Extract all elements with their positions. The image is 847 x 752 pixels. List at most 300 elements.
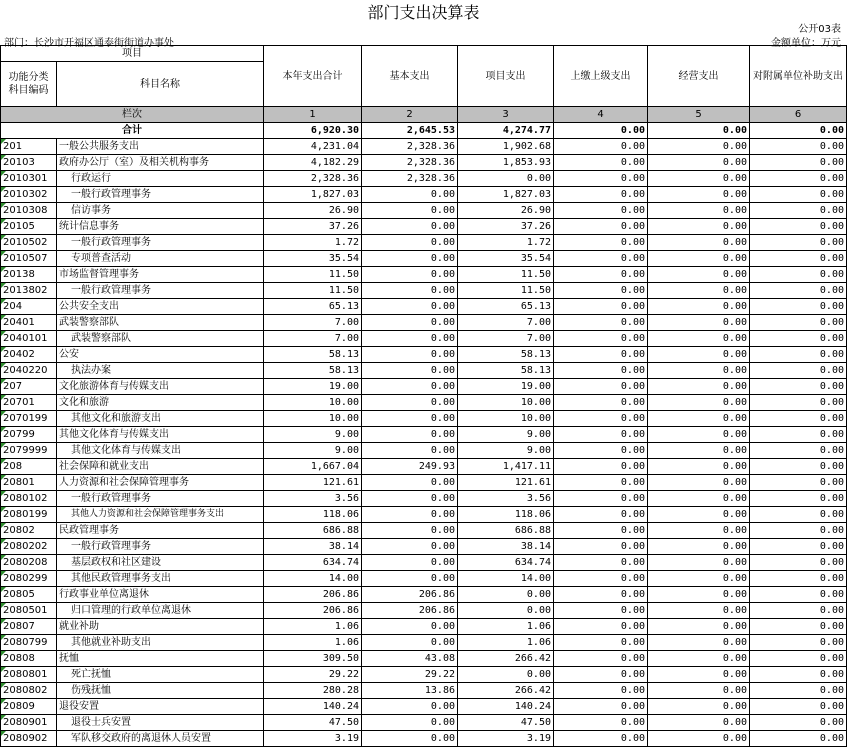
amount-cell[interactable]: 0.00 bbox=[648, 539, 750, 555]
amount-cell[interactable]: 0.00 bbox=[648, 635, 750, 651]
amount-cell[interactable]: 11.50 bbox=[264, 283, 362, 299]
amount-cell[interactable]: 9.00 bbox=[458, 427, 554, 443]
function-code-cell[interactable] bbox=[1, 715, 57, 731]
total-label[interactable]: 合计 bbox=[1, 123, 264, 139]
amount-cell[interactable]: 0.00 bbox=[750, 507, 847, 523]
function-code-cell[interactable] bbox=[1, 219, 57, 235]
function-code-cell[interactable] bbox=[1, 171, 57, 187]
amount-cell[interactable]: 3.56 bbox=[264, 491, 362, 507]
function-code-cell[interactable] bbox=[1, 587, 57, 603]
function-code-cell[interactable] bbox=[1, 699, 57, 715]
amount-cell[interactable]: 3.19 bbox=[264, 731, 362, 747]
amount-cell[interactable]: 0.00 bbox=[362, 555, 458, 571]
subject-name-cell[interactable]: 公共安全支出 bbox=[57, 299, 264, 315]
amount-cell[interactable]: 0.00 bbox=[750, 635, 847, 651]
amount-cell[interactable]: 0.00 bbox=[554, 315, 648, 331]
amount-cell[interactable]: 0.00 bbox=[554, 619, 648, 635]
amount-cell[interactable]: 19.00 bbox=[264, 379, 362, 395]
amount-cell[interactable]: 0.00 bbox=[648, 219, 750, 235]
amount-cell[interactable]: 0.00 bbox=[750, 587, 847, 603]
amount-cell[interactable]: 0.00 bbox=[648, 379, 750, 395]
amount-cell[interactable]: 10.00 bbox=[264, 395, 362, 411]
amount-cell[interactable]: 0.00 bbox=[648, 283, 750, 299]
subject-name-cell[interactable]: 一般行政管理事务 bbox=[57, 539, 264, 555]
amount-cell[interactable]: 0.00 bbox=[648, 683, 750, 699]
amount-cell[interactable]: 0.00 bbox=[362, 251, 458, 267]
total-value-1[interactable]: 6,920.30 bbox=[264, 123, 362, 139]
amount-cell[interactable]: 0.00 bbox=[750, 411, 847, 427]
amount-cell[interactable]: 0.00 bbox=[750, 155, 847, 171]
amount-cell[interactable]: 0.00 bbox=[554, 219, 648, 235]
amount-cell[interactable]: 0.00 bbox=[554, 523, 648, 539]
amount-cell[interactable]: 0.00 bbox=[554, 443, 648, 459]
amount-cell[interactable]: 0.00 bbox=[750, 347, 847, 363]
amount-cell[interactable]: 266.42 bbox=[458, 683, 554, 699]
amount-cell[interactable]: 1,667.04 bbox=[264, 459, 362, 475]
amount-cell[interactable]: 0.00 bbox=[362, 267, 458, 283]
amount-cell[interactable]: 0.00 bbox=[554, 363, 648, 379]
amount-cell[interactable]: 2,328.36 bbox=[362, 171, 458, 187]
subject-name-cell[interactable]: 公安 bbox=[57, 347, 264, 363]
amount-cell[interactable]: 0.00 bbox=[750, 571, 847, 587]
subject-name-cell[interactable]: 其他文化体育与传媒支出 bbox=[57, 427, 264, 443]
col-num-4[interactable]: 4 bbox=[554, 107, 648, 123]
amount-cell[interactable]: 0.00 bbox=[750, 251, 847, 267]
amount-cell[interactable]: 38.14 bbox=[458, 539, 554, 555]
amount-cell[interactable]: 0.00 bbox=[648, 267, 750, 283]
amount-cell[interactable]: 0.00 bbox=[362, 523, 458, 539]
amount-cell[interactable]: 0.00 bbox=[554, 235, 648, 251]
amount-cell[interactable]: 65.13 bbox=[458, 299, 554, 315]
subject-name-cell[interactable]: 退役安置 bbox=[57, 699, 264, 715]
amount-cell[interactable]: 0.00 bbox=[750, 363, 847, 379]
amount-cell[interactable]: 118.06 bbox=[458, 507, 554, 523]
subject-name-cell[interactable]: 社会保障和就业支出 bbox=[57, 459, 264, 475]
function-code-cell[interactable] bbox=[1, 363, 57, 379]
amount-cell[interactable]: 37.26 bbox=[264, 219, 362, 235]
subject-name-cell[interactable]: 武装警察部队 bbox=[57, 331, 264, 347]
amount-cell[interactable]: 0.00 bbox=[648, 587, 750, 603]
subject-name-cell[interactable]: 文化旅游体育与传媒支出 bbox=[57, 379, 264, 395]
amount-cell[interactable]: 14.00 bbox=[264, 571, 362, 587]
amount-cell[interactable]: 0.00 bbox=[750, 219, 847, 235]
amount-cell[interactable]: 0.00 bbox=[362, 443, 458, 459]
amount-cell[interactable]: 7.00 bbox=[264, 331, 362, 347]
amount-cell[interactable]: 206.86 bbox=[264, 603, 362, 619]
subject-name-cell[interactable]: 一般行政管理事务 bbox=[57, 283, 264, 299]
function-code-cell[interactable] bbox=[1, 299, 57, 315]
amount-cell[interactable]: 0.00 bbox=[362, 187, 458, 203]
function-code-cell[interactable] bbox=[1, 475, 57, 491]
amount-cell[interactable]: 26.90 bbox=[458, 203, 554, 219]
amount-cell[interactable]: 0.00 bbox=[554, 651, 648, 667]
amount-cell[interactable]: 0.00 bbox=[750, 683, 847, 699]
col-num-3[interactable]: 3 bbox=[458, 107, 554, 123]
function-code-cell[interactable] bbox=[1, 187, 57, 203]
subject-name-cell[interactable]: 其他就业补助支出 bbox=[57, 635, 264, 651]
amount-cell[interactable]: 0.00 bbox=[648, 571, 750, 587]
amount-cell[interactable]: 0.00 bbox=[648, 427, 750, 443]
amount-cell[interactable]: 0.00 bbox=[750, 715, 847, 731]
col-num-6[interactable]: 6 bbox=[750, 107, 847, 123]
total-value-3[interactable]: 4,274.77 bbox=[458, 123, 554, 139]
amount-cell[interactable]: 0.00 bbox=[648, 443, 750, 459]
amount-cell[interactable]: 266.42 bbox=[458, 651, 554, 667]
amount-cell[interactable]: 0.00 bbox=[648, 731, 750, 747]
amount-cell[interactable]: 0.00 bbox=[554, 539, 648, 555]
function-code-cell[interactable] bbox=[1, 603, 57, 619]
amount-cell[interactable]: 1.06 bbox=[458, 619, 554, 635]
amount-cell[interactable]: 634.74 bbox=[264, 555, 362, 571]
amount-cell[interactable]: 35.54 bbox=[264, 251, 362, 267]
amount-cell[interactable]: 29.22 bbox=[264, 667, 362, 683]
amount-cell[interactable]: 0.00 bbox=[648, 715, 750, 731]
amount-cell[interactable]: 35.54 bbox=[458, 251, 554, 267]
amount-cell[interactable]: 0.00 bbox=[554, 683, 648, 699]
amount-cell[interactable]: 0.00 bbox=[750, 139, 847, 155]
amount-cell[interactable]: 0.00 bbox=[750, 331, 847, 347]
subject-name-cell[interactable]: 抚恤 bbox=[57, 651, 264, 667]
amount-cell[interactable]: 7.00 bbox=[458, 315, 554, 331]
amount-cell[interactable]: 0.00 bbox=[554, 299, 648, 315]
lanci-label[interactable]: 栏次 bbox=[1, 107, 264, 123]
amount-cell[interactable]: 43.08 bbox=[362, 651, 458, 667]
amount-cell[interactable]: 686.88 bbox=[458, 523, 554, 539]
amount-cell[interactable]: 0.00 bbox=[648, 155, 750, 171]
amount-cell[interactable]: 121.61 bbox=[458, 475, 554, 491]
amount-cell[interactable]: 0.00 bbox=[750, 395, 847, 411]
amount-cell[interactable]: 0.00 bbox=[750, 299, 847, 315]
col-header-4[interactable]: 上缴上级支出 bbox=[554, 46, 648, 107]
col-header-5[interactable]: 经营支出 bbox=[648, 46, 750, 107]
function-code-cell[interactable] bbox=[1, 155, 57, 171]
amount-cell[interactable]: 0.00 bbox=[362, 331, 458, 347]
amount-cell[interactable]: 7.00 bbox=[264, 315, 362, 331]
function-code-cell[interactable] bbox=[1, 683, 57, 699]
subject-name-cell[interactable]: 执法办案 bbox=[57, 363, 264, 379]
amount-cell[interactable]: 0.00 bbox=[362, 379, 458, 395]
total-value-5[interactable]: 0.00 bbox=[648, 123, 750, 139]
amount-cell[interactable]: 47.50 bbox=[264, 715, 362, 731]
amount-cell[interactable]: 280.28 bbox=[264, 683, 362, 699]
amount-cell[interactable]: 0.00 bbox=[750, 619, 847, 635]
amount-cell[interactable]: 0.00 bbox=[750, 443, 847, 459]
subject-name-cell[interactable]: 专项普查活动 bbox=[57, 251, 264, 267]
amount-cell[interactable]: 249.93 bbox=[362, 459, 458, 475]
amount-cell[interactable]: 0.00 bbox=[648, 651, 750, 667]
amount-cell[interactable]: 0.00 bbox=[648, 619, 750, 635]
amount-cell[interactable]: 0.00 bbox=[554, 459, 648, 475]
amount-cell[interactable]: 634.74 bbox=[458, 555, 554, 571]
subject-name-cell[interactable]: 武装警察部队 bbox=[57, 315, 264, 331]
amount-cell[interactable]: 1.72 bbox=[458, 235, 554, 251]
amount-cell[interactable]: 0.00 bbox=[362, 539, 458, 555]
amount-cell[interactable]: 0.00 bbox=[362, 363, 458, 379]
amount-cell[interactable]: 0.00 bbox=[362, 715, 458, 731]
amount-cell[interactable]: 0.00 bbox=[750, 667, 847, 683]
amount-cell[interactable]: 0.00 bbox=[362, 299, 458, 315]
amount-cell[interactable]: 0.00 bbox=[648, 523, 750, 539]
amount-cell[interactable]: 47.50 bbox=[458, 715, 554, 731]
function-code-cell[interactable] bbox=[1, 347, 57, 363]
amount-cell[interactable]: 0.00 bbox=[750, 491, 847, 507]
function-code-cell[interactable] bbox=[1, 411, 57, 427]
amount-cell[interactable]: 0.00 bbox=[554, 171, 648, 187]
amount-cell[interactable]: 0.00 bbox=[750, 459, 847, 475]
amount-cell[interactable]: 0.00 bbox=[648, 331, 750, 347]
function-code-cell[interactable] bbox=[1, 427, 57, 443]
amount-cell[interactable]: 0.00 bbox=[750, 651, 847, 667]
amount-cell[interactable]: 0.00 bbox=[554, 715, 648, 731]
amount-cell[interactable]: 0.00 bbox=[554, 395, 648, 411]
amount-cell[interactable]: 0.00 bbox=[554, 347, 648, 363]
col-header-1[interactable]: 本年支出合计 bbox=[264, 46, 362, 107]
amount-cell[interactable]: 0.00 bbox=[648, 203, 750, 219]
col-header-3[interactable]: 项目支出 bbox=[458, 46, 554, 107]
amount-cell[interactable]: 0.00 bbox=[458, 171, 554, 187]
subject-name-cell[interactable]: 其他文化和旅游支出 bbox=[57, 411, 264, 427]
amount-cell[interactable]: 0.00 bbox=[554, 667, 648, 683]
amount-cell[interactable]: 1,417.11 bbox=[458, 459, 554, 475]
amount-cell[interactable]: 4,231.04 bbox=[264, 139, 362, 155]
amount-cell[interactable]: 9.00 bbox=[264, 427, 362, 443]
amount-cell[interactable]: 0.00 bbox=[554, 283, 648, 299]
function-code-cell[interactable] bbox=[1, 731, 57, 747]
amount-cell[interactable]: 11.50 bbox=[458, 267, 554, 283]
amount-cell[interactable]: 0.00 bbox=[648, 667, 750, 683]
subject-name-header[interactable]: 科目名称 bbox=[57, 62, 264, 107]
amount-cell[interactable]: 0.00 bbox=[750, 699, 847, 715]
amount-cell[interactable]: 0.00 bbox=[750, 427, 847, 443]
subject-name-cell[interactable]: 其他民政管理事务支出 bbox=[57, 571, 264, 587]
amount-cell[interactable]: 0.00 bbox=[750, 171, 847, 187]
amount-cell[interactable]: 2,328.36 bbox=[362, 155, 458, 171]
function-code-cell[interactable] bbox=[1, 539, 57, 555]
amount-cell[interactable]: 0.00 bbox=[750, 539, 847, 555]
amount-cell[interactable]: 0.00 bbox=[648, 235, 750, 251]
amount-cell[interactable]: 13.86 bbox=[362, 683, 458, 699]
subject-name-cell[interactable]: 退役士兵安置 bbox=[57, 715, 264, 731]
function-code-cell[interactable] bbox=[1, 203, 57, 219]
amount-cell[interactable]: 118.06 bbox=[264, 507, 362, 523]
amount-cell[interactable]: 9.00 bbox=[458, 443, 554, 459]
amount-cell[interactable]: 0.00 bbox=[648, 139, 750, 155]
amount-cell[interactable]: 309.50 bbox=[264, 651, 362, 667]
amount-cell[interactable]: 0.00 bbox=[554, 731, 648, 747]
amount-cell[interactable]: 121.61 bbox=[264, 475, 362, 491]
function-code-cell[interactable] bbox=[1, 331, 57, 347]
amount-cell[interactable]: 37.26 bbox=[458, 219, 554, 235]
function-code-cell[interactable] bbox=[1, 491, 57, 507]
amount-cell[interactable]: 2,328.36 bbox=[362, 139, 458, 155]
amount-cell[interactable]: 0.00 bbox=[458, 667, 554, 683]
subject-name-cell[interactable]: 基层政权和社区建设 bbox=[57, 555, 264, 571]
amount-cell[interactable]: 0.00 bbox=[362, 219, 458, 235]
amount-cell[interactable]: 0.00 bbox=[362, 315, 458, 331]
amount-cell[interactable]: 0.00 bbox=[648, 603, 750, 619]
amount-cell[interactable]: 0.00 bbox=[554, 331, 648, 347]
amount-cell[interactable]: 0.00 bbox=[554, 507, 648, 523]
function-code-cell[interactable] bbox=[1, 523, 57, 539]
subject-name-cell[interactable]: 军队移交政府的离退休人员安置 bbox=[57, 731, 264, 747]
col-header-6[interactable]: 对附属单位补助支出 bbox=[750, 46, 847, 107]
amount-cell[interactable]: 0.00 bbox=[750, 555, 847, 571]
function-code-cell[interactable] bbox=[1, 619, 57, 635]
function-code-cell[interactable] bbox=[1, 267, 57, 283]
amount-cell[interactable]: 19.00 bbox=[458, 379, 554, 395]
amount-cell[interactable]: 11.50 bbox=[264, 267, 362, 283]
amount-cell[interactable]: 14.00 bbox=[458, 571, 554, 587]
amount-cell[interactable]: 1.72 bbox=[264, 235, 362, 251]
amount-cell[interactable]: 0.00 bbox=[362, 619, 458, 635]
function-code-cell[interactable] bbox=[1, 395, 57, 411]
function-code-cell[interactable] bbox=[1, 443, 57, 459]
amount-cell[interactable]: 0.00 bbox=[362, 571, 458, 587]
amount-cell[interactable]: 0.00 bbox=[554, 555, 648, 571]
subject-name-cell[interactable]: 其他人力资源和社会保障管理事务支出 bbox=[57, 507, 264, 523]
total-value-2[interactable]: 2,645.53 bbox=[362, 123, 458, 139]
amount-cell[interactable]: 0.00 bbox=[554, 571, 648, 587]
amount-cell[interactable]: 0.00 bbox=[554, 475, 648, 491]
amount-cell[interactable]: 0.00 bbox=[554, 251, 648, 267]
function-code-cell[interactable] bbox=[1, 651, 57, 667]
subject-name-cell[interactable]: 信访事务 bbox=[57, 203, 264, 219]
amount-cell[interactable]: 0.00 bbox=[648, 395, 750, 411]
amount-cell[interactable]: 26.90 bbox=[264, 203, 362, 219]
amount-cell[interactable]: 0.00 bbox=[458, 587, 554, 603]
project-header[interactable]: 项目 bbox=[1, 46, 264, 62]
amount-cell[interactable]: 1,827.03 bbox=[458, 187, 554, 203]
amount-cell[interactable]: 1,902.68 bbox=[458, 139, 554, 155]
subject-name-cell[interactable]: 就业补助 bbox=[57, 619, 264, 635]
amount-cell[interactable]: 10.00 bbox=[458, 411, 554, 427]
amount-cell[interactable]: 0.00 bbox=[750, 267, 847, 283]
subject-name-cell[interactable]: 一般行政管理事务 bbox=[57, 235, 264, 251]
amount-cell[interactable]: 2,328.36 bbox=[264, 171, 362, 187]
amount-cell[interactable]: 0.00 bbox=[362, 395, 458, 411]
function-code-cell[interactable] bbox=[1, 459, 57, 475]
amount-cell[interactable]: 140.24 bbox=[458, 699, 554, 715]
amount-cell[interactable]: 0.00 bbox=[648, 363, 750, 379]
amount-cell[interactable]: 0.00 bbox=[648, 347, 750, 363]
amount-cell[interactable]: 58.13 bbox=[458, 347, 554, 363]
function-code-cell[interactable] bbox=[1, 571, 57, 587]
amount-cell[interactable]: 38.14 bbox=[264, 539, 362, 555]
amount-cell[interactable]: 3.56 bbox=[458, 491, 554, 507]
function-code-cell[interactable] bbox=[1, 667, 57, 683]
amount-cell[interactable]: 0.00 bbox=[554, 187, 648, 203]
amount-cell[interactable]: 1.06 bbox=[264, 635, 362, 651]
amount-cell[interactable]: 0.00 bbox=[554, 411, 648, 427]
amount-cell[interactable]: 686.88 bbox=[264, 523, 362, 539]
amount-cell[interactable]: 0.00 bbox=[362, 699, 458, 715]
amount-cell[interactable]: 0.00 bbox=[362, 347, 458, 363]
subject-name-cell[interactable]: 行政运行 bbox=[57, 171, 264, 187]
function-code-cell[interactable] bbox=[1, 379, 57, 395]
amount-cell[interactable]: 0.00 bbox=[362, 235, 458, 251]
function-code-cell[interactable] bbox=[1, 315, 57, 331]
amount-cell[interactable]: 0.00 bbox=[648, 187, 750, 203]
subject-name-cell[interactable]: 一般行政管理事务 bbox=[57, 187, 264, 203]
amount-cell[interactable]: 0.00 bbox=[554, 603, 648, 619]
function-code-cell[interactable] bbox=[1, 235, 57, 251]
amount-cell[interactable]: 0.00 bbox=[750, 187, 847, 203]
amount-cell[interactable]: 0.00 bbox=[554, 139, 648, 155]
col-num-5[interactable]: 5 bbox=[648, 107, 750, 123]
amount-cell[interactable]: 29.22 bbox=[362, 667, 458, 683]
amount-cell[interactable]: 206.86 bbox=[264, 587, 362, 603]
amount-cell[interactable]: 0.00 bbox=[362, 203, 458, 219]
subject-name-cell[interactable]: 人力资源和社会保障管理事务 bbox=[57, 475, 264, 491]
amount-cell[interactable]: 10.00 bbox=[264, 411, 362, 427]
amount-cell[interactable]: 0.00 bbox=[362, 427, 458, 443]
amount-cell[interactable]: 206.86 bbox=[362, 603, 458, 619]
subject-name-cell[interactable]: 文化和旅游 bbox=[57, 395, 264, 411]
amount-cell[interactable]: 0.00 bbox=[458, 603, 554, 619]
subject-name-cell[interactable]: 一般公共服务支出 bbox=[57, 139, 264, 155]
amount-cell[interactable]: 0.00 bbox=[648, 251, 750, 267]
amount-cell[interactable]: 0.00 bbox=[362, 411, 458, 427]
amount-cell[interactable]: 0.00 bbox=[648, 475, 750, 491]
subject-name-cell[interactable]: 市场监督管理事务 bbox=[57, 267, 264, 283]
amount-cell[interactable]: 140.24 bbox=[264, 699, 362, 715]
subject-name-cell[interactable]: 统计信息事务 bbox=[57, 219, 264, 235]
amount-cell[interactable]: 0.00 bbox=[750, 203, 847, 219]
function-code-cell[interactable] bbox=[1, 251, 57, 267]
subject-name-cell[interactable]: 行政事业单位离退休 bbox=[57, 587, 264, 603]
amount-cell[interactable]: 0.00 bbox=[362, 731, 458, 747]
amount-cell[interactable]: 0.00 bbox=[554, 267, 648, 283]
amount-cell[interactable]: 0.00 bbox=[750, 603, 847, 619]
amount-cell[interactable]: 0.00 bbox=[554, 203, 648, 219]
amount-cell[interactable]: 0.00 bbox=[362, 635, 458, 651]
subject-name-cell[interactable]: 伤残抚恤 bbox=[57, 683, 264, 699]
amount-cell[interactable]: 58.13 bbox=[264, 363, 362, 379]
amount-cell[interactable]: 0.00 bbox=[554, 699, 648, 715]
amount-cell[interactable]: 0.00 bbox=[750, 523, 847, 539]
function-code-cell[interactable] bbox=[1, 283, 57, 299]
amount-cell[interactable]: 0.00 bbox=[648, 459, 750, 475]
amount-cell[interactable]: 65.13 bbox=[264, 299, 362, 315]
subject-name-cell[interactable]: 归口管理的行政单位离退休 bbox=[57, 603, 264, 619]
amount-cell[interactable]: 4,182.29 bbox=[264, 155, 362, 171]
amount-cell[interactable]: 58.13 bbox=[264, 347, 362, 363]
amount-cell[interactable]: 1.06 bbox=[458, 635, 554, 651]
amount-cell[interactable]: 0.00 bbox=[554, 491, 648, 507]
func-code-header[interactable]: 功能分类 科目编码 bbox=[1, 62, 57, 107]
subject-name-cell[interactable]: 死亡抚恤 bbox=[57, 667, 264, 683]
amount-cell[interactable]: 0.00 bbox=[362, 283, 458, 299]
amount-cell[interactable]: 0.00 bbox=[750, 379, 847, 395]
amount-cell[interactable]: 10.00 bbox=[458, 395, 554, 411]
function-code-cell[interactable] bbox=[1, 555, 57, 571]
col-num-1[interactable]: 1 bbox=[264, 107, 362, 123]
amount-cell[interactable]: 0.00 bbox=[554, 587, 648, 603]
amount-cell[interactable]: 0.00 bbox=[362, 507, 458, 523]
amount-cell[interactable]: 0.00 bbox=[750, 283, 847, 299]
subject-name-cell[interactable]: 一般行政管理事务 bbox=[57, 491, 264, 507]
amount-cell[interactable]: 3.19 bbox=[458, 731, 554, 747]
amount-cell[interactable]: 0.00 bbox=[648, 171, 750, 187]
amount-cell[interactable]: 0.00 bbox=[750, 475, 847, 491]
amount-cell[interactable]: 1,827.03 bbox=[264, 187, 362, 203]
amount-cell[interactable]: 0.00 bbox=[554, 155, 648, 171]
total-value-6[interactable]: 0.00 bbox=[750, 123, 847, 139]
amount-cell[interactable]: 9.00 bbox=[264, 443, 362, 459]
col-num-2[interactable]: 2 bbox=[362, 107, 458, 123]
amount-cell[interactable]: 0.00 bbox=[648, 411, 750, 427]
amount-cell[interactable]: 0.00 bbox=[362, 491, 458, 507]
